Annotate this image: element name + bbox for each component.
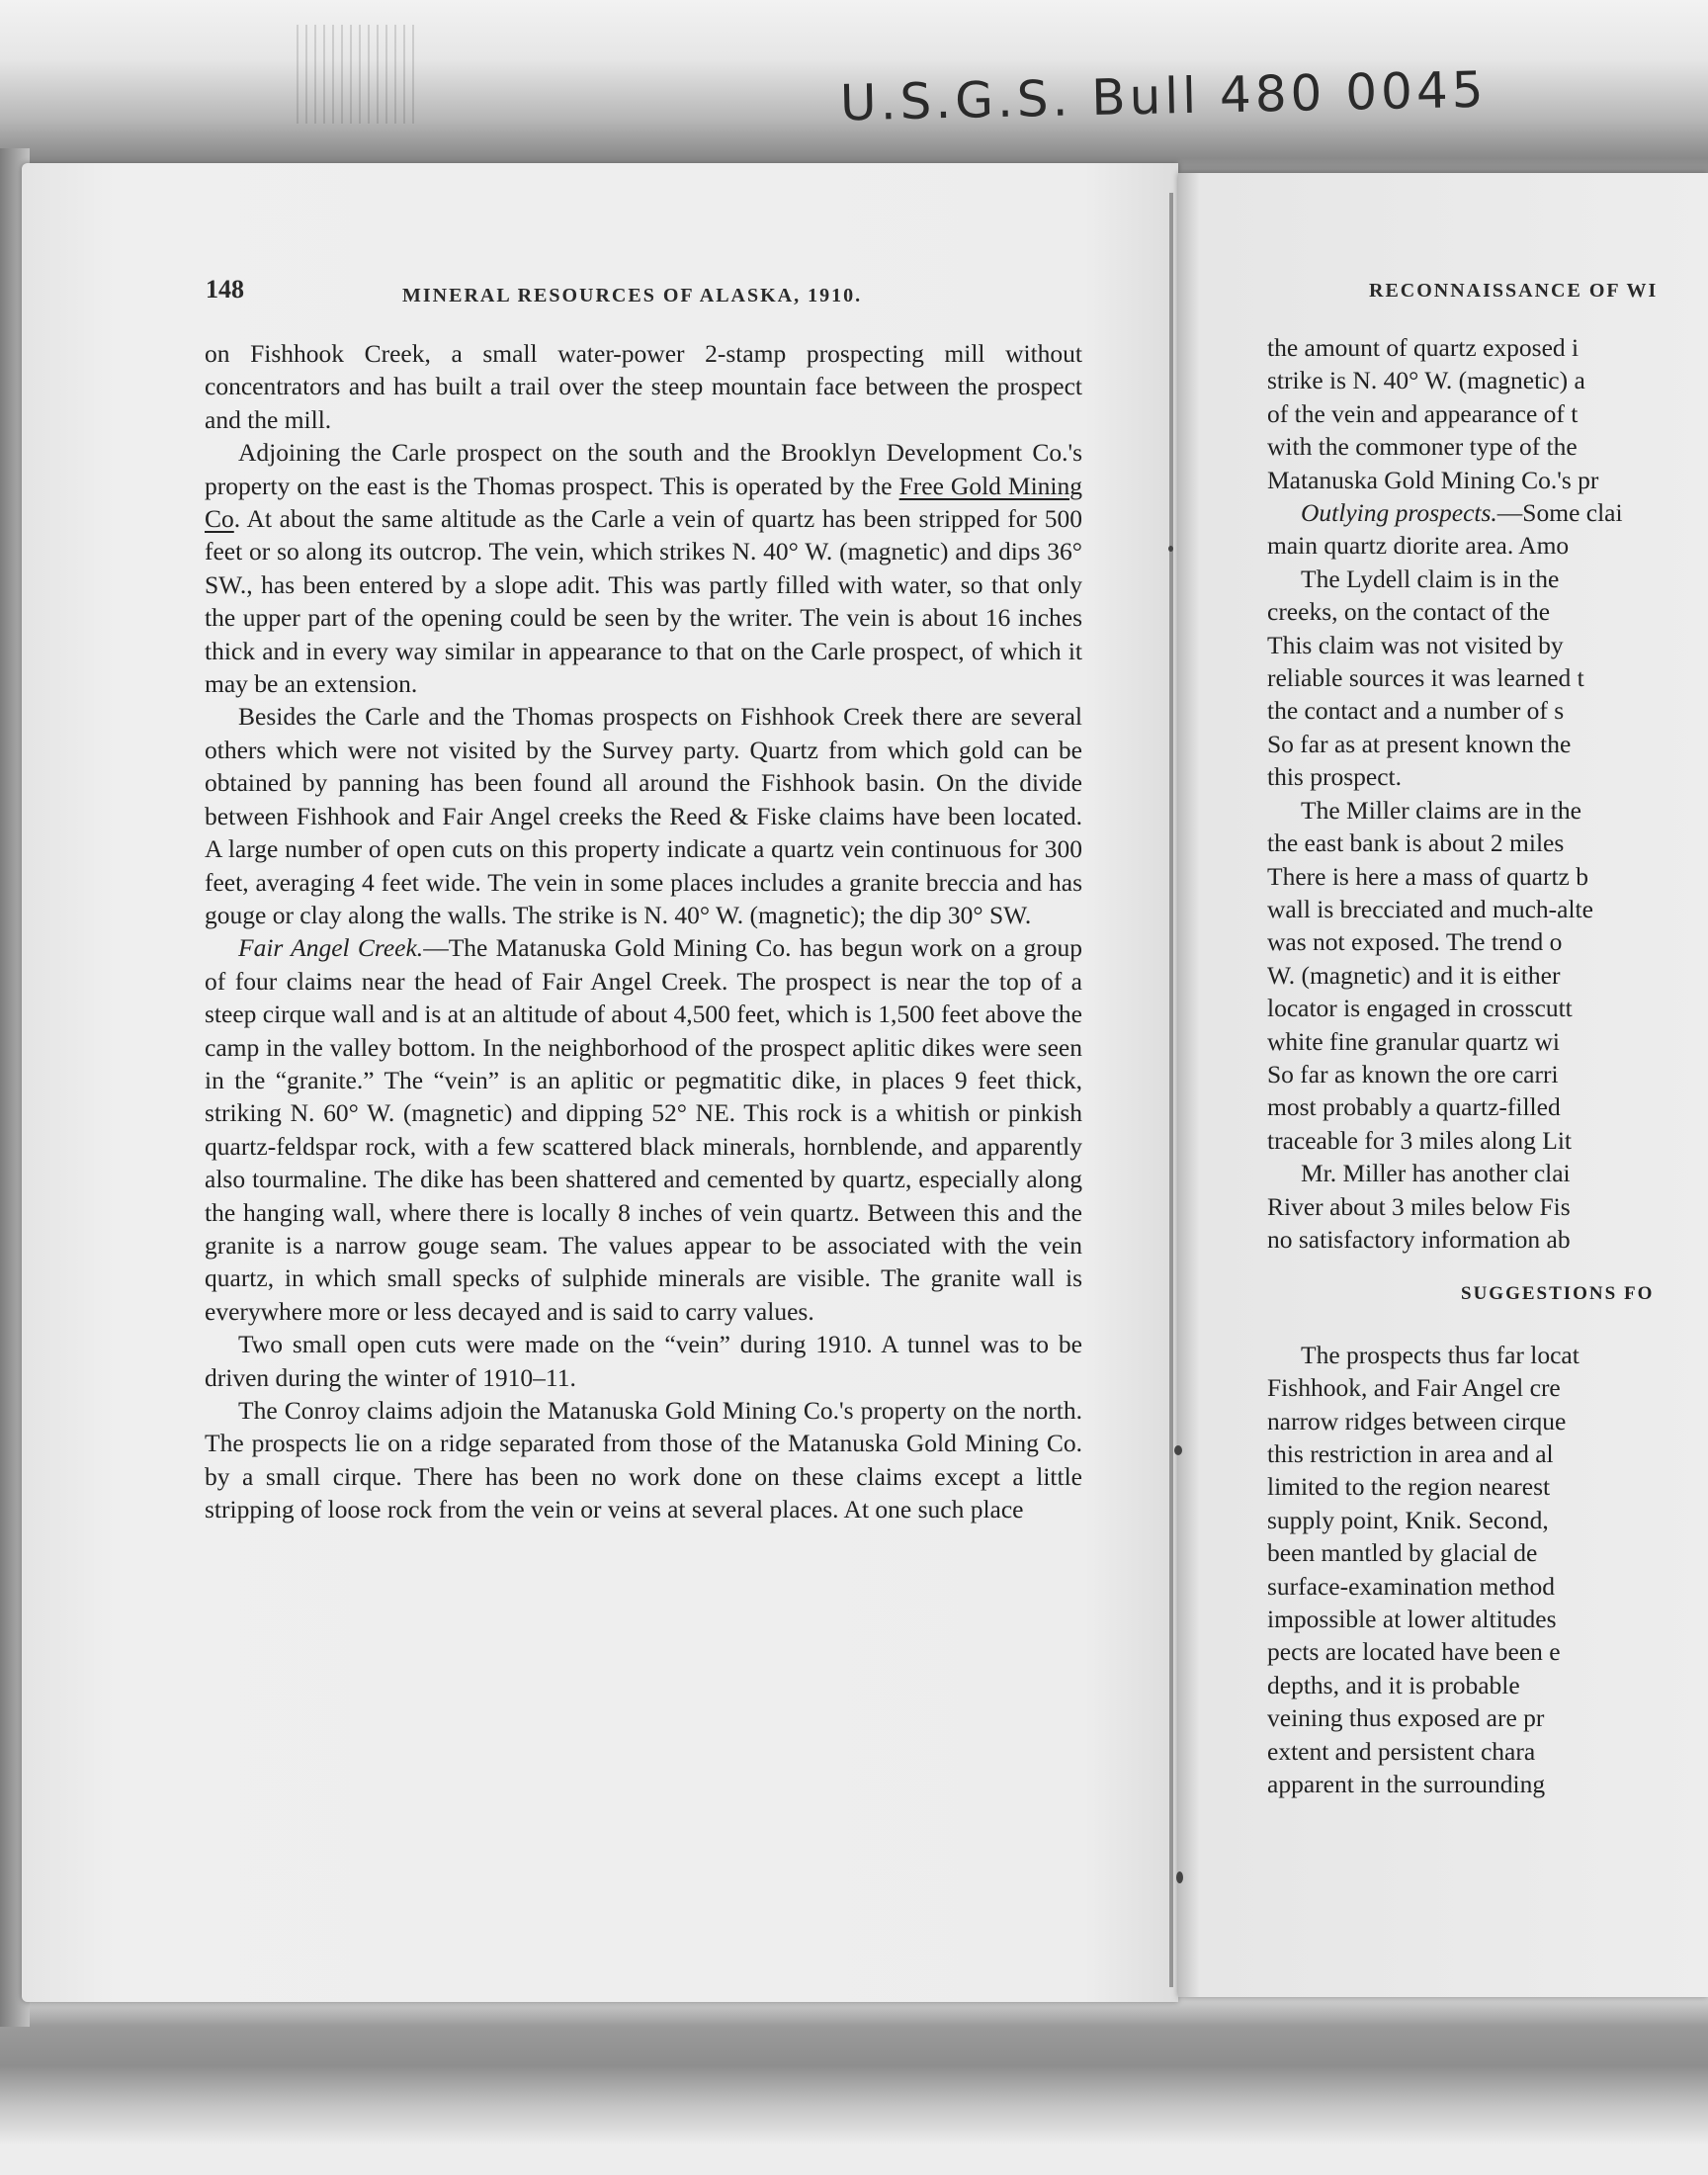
right-page-line: main quartz diorite area. Amo	[1267, 531, 1570, 561]
running-head-right: RECONNAISSANCE OF WI	[1369, 280, 1659, 302]
right-page-line: There is here a mass of quartz b	[1267, 861, 1588, 891]
right-page-line: narrow ridges between cirque	[1267, 1406, 1567, 1436]
right-page-line: this restriction in area and al	[1267, 1439, 1554, 1468]
right-page-body	[1267, 331, 1708, 1800]
right-page-line: most probably a quartz-filled	[1267, 1092, 1561, 1122]
right-page-line: no satisfactory information ab	[1267, 1224, 1571, 1254]
handwritten-note: U.S.G.S. Bull 480 0045	[839, 60, 1489, 132]
right-page-line: apparent in the surrounding	[1267, 1770, 1546, 1799]
right-page-line: white fine granular quartz wi	[1267, 1026, 1560, 1056]
scan-shadow-bottom	[0, 1987, 1708, 2175]
right-lines-group-a	[1267, 331, 1708, 496]
section-heading-suggestions: SUGGESTIONS FO	[1461, 1283, 1655, 1305]
right-page-line: this prospect.	[1267, 762, 1402, 792]
gutter-speck	[1168, 546, 1173, 552]
right-page-line: the east bank is about 2 miles	[1267, 828, 1565, 858]
right-page-line: So far as known the ore carri	[1267, 1059, 1559, 1088]
right-page-line: limited to the region nearest	[1267, 1472, 1551, 1502]
left-page-body	[205, 337, 1082, 1526]
paragraph-2-text-before: Adjoining the Carle prospect on the south and the Brooklyn Development Co.'s property on the east is the Thomas prospect. This is operated by the	[205, 438, 1082, 500]
right-page-line: the amount of quartz exposed i	[1267, 333, 1580, 362]
right-lines-group-b	[1267, 529, 1708, 1256]
right-page-line: of the vein and appearance of t	[1267, 398, 1579, 428]
right-page-line: Fishhook, and Fair Angel cre	[1267, 1373, 1561, 1403]
right-page-line: traceable for 3 miles along Lit	[1267, 1125, 1573, 1155]
underlined-company-name: Free Gold Mining Co	[205, 471, 1082, 534]
right-page-line: wall is brecciated and much-alte	[1267, 894, 1593, 923]
right-page-line: The prospects thus far locat	[1301, 1340, 1580, 1369]
right-line-outlying	[1267, 496, 1708, 529]
right-page-line: locator is engaged in crosscutt	[1267, 994, 1573, 1023]
right-page-line: River about 3 miles below Fis	[1267, 1191, 1571, 1221]
right-page-line: strike is N. 40° W. (magnetic) a	[1267, 366, 1585, 395]
paragraph-4-text: —The Matanuska Gold Mining Co. has begun work on a group of four claims near the head of Fair Angel Creek. The prospect is near the top of a steep cirque wall and is at an altitude of about 4,500 feet, which is 1,500 feet above the camp in the valley bottom. In the neighborhood of the prospect aplitic dikes were seen in the “granite.” The “vein” is an aplitic or pegmatitic dike, in places 9 feet thick, striking N. 60° W. (magnetic) and dipping 52° NE. This rock is a whitish or pinkish quartz-feldspar rock, with a few scattered black minerals, hornblende, and apparently also tourmaline. The dike has been shattered and cemented by quartz, especially along the hanging wall, where there is locally 8 inches of vein quartz. Between this and the granite is a narrow gouge seam. The values appear to be associated with the vein quartz, in which small specks of sulphide minerals are visible. The granite wall is everywhere more or less decayed and is said to carry values.	[205, 933, 1082, 1326]
paragraph-5: Two small open cuts were made on the “vein” during 1910. A tunnel was to be driven during the winter of 1910–11.	[205, 1330, 1082, 1392]
gutter-speck	[1176, 1871, 1183, 1883]
right-page-line: W. (magnetic) and it is either	[1267, 960, 1561, 990]
paragraph-2-text-after: . At about the same altitude as the Carle a vein of quartz has been stripped for 500 feet or so along its outcrop. The vein, which strikes N. 40° W. (magnetic) and dips 36° SW., has been entered by a slope adit. This was partly filled with water, so that only the upper part of the opening could be seen by the writer. The vein is about 16 inches thick and in every way similar in appearance to that on the Carle prospect, of which it may be an extension.	[205, 504, 1082, 699]
right-page-line: veining thus exposed are pr	[1267, 1703, 1545, 1733]
paragraph-6: The Conroy claims adjoin the Matanuska Gold Mining Co.'s property on the north. The prospects lie on a ridge separated from those of the Matanuska Gold Mining Co. by a small cirque. There has been no work done on these claims except a little stripping of loose rock from the vein or veins at several places. At one such place	[205, 1396, 1082, 1524]
right-page-line: reliable sources it was learned t	[1267, 663, 1584, 693]
paragraph-3: Besides the Carle and the Thomas prospects on Fishhook Creek there are several others which were not visited by the Survey party. Quartz from which gold can be obtained by panning has been found all around the Fishhook basin. On the divide between Fishhook and Fair Angel creeks the Reed & Fiske claims have been located. A large number of open cuts on this property indicate a quartz vein continuous for 300 feet, averaging 4 feet wide. The vein in some places includes a granite breccia and has gouge or clay along the walls. The strike is N. 40° W. (magnetic); the dip 30° SW.	[205, 702, 1082, 929]
running-head-left: MINERAL RESOURCES OF ALASKA, 1910.	[402, 285, 863, 306]
paragraph-1: on Fishhook Creek, a small water-power 2-stamp prospecting mill without concentrators and has built a trail over the steep mountain face between the prospect and the mill.	[205, 339, 1082, 434]
right-page-line: supply point, Knik. Second,	[1267, 1505, 1549, 1534]
pencil-smudge	[297, 25, 415, 124]
side-head-fair-angel-creek: Fair Angel Creek.	[238, 933, 424, 963]
paragraph-4	[205, 931, 1082, 1328]
right-page-line: been mantled by glacial de	[1267, 1538, 1538, 1568]
right-page-line: So far as at present known the	[1267, 729, 1572, 758]
right-page-line: was not exposed. The trend o	[1267, 927, 1563, 957]
side-head-outlying-prospects: Outlying prospects.	[1301, 498, 1497, 528]
right-page-line: The Lydell claim is in the	[1301, 564, 1560, 593]
gutter-speck	[1174, 1445, 1182, 1455]
right-page-line: Matanuska Gold Mining Co.'s pr	[1267, 465, 1599, 494]
right-page-line: the contact and a number of s	[1267, 696, 1565, 726]
outlying-rest: —Some clai	[1496, 498, 1623, 528]
right-page-line: impossible at lower altitudes	[1267, 1605, 1557, 1634]
right-page-line: Mr. Miller has another clai	[1301, 1159, 1571, 1188]
right-page-line: This claim was not visited by	[1267, 630, 1564, 659]
right-page-line: surface-examination method	[1267, 1571, 1556, 1601]
right-page-line: with the commoner type of the	[1267, 432, 1578, 462]
right-page-line: creeks, on the contact of the	[1267, 597, 1551, 627]
right-page-line: The Miller claims are in the	[1301, 795, 1581, 825]
right-page-line: pects are located have been e	[1267, 1637, 1561, 1667]
page-number: 148	[206, 275, 244, 304]
book-gutter	[1169, 193, 1173, 1987]
right-lines-group-c	[1267, 1339, 1708, 1801]
right-page-line: extent and persistent chara	[1267, 1736, 1536, 1766]
right-page-line: depths, and it is probable	[1267, 1670, 1520, 1699]
paragraph-2	[205, 436, 1082, 700]
